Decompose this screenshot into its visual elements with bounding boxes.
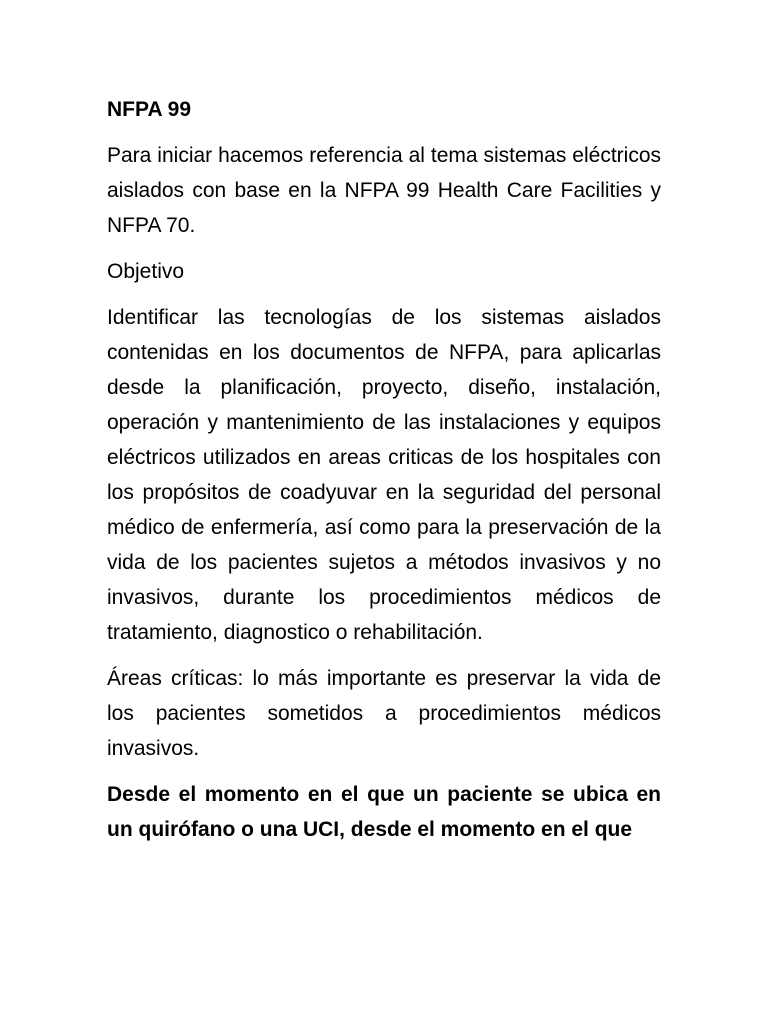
critical-areas-paragraph: Áreas críticas: lo más importante es preservar la vida de los pacientes sometidos a procedimientos médicos invasivos. (107, 667, 661, 760)
objective-label: Objetivo (107, 260, 185, 283)
document-heading: NFPA 99 (107, 98, 192, 121)
objective-paragraph: Identificar las tecnologías de los sistemas aislados contenidas en los documentos de NFPA, para aplicarlas desde la planificación, proyecto, diseño, instalación, operación y mantenimiento de las instalaciones y equipos eléctricos utilizados en areas criticas de los hospitales con los propósitos de coadyuvar en la seguridad del personal médico de enfermería, así como para la preservación de la vida de los pacientes sujetos a métodos invasivos y no invasivos, durante los procedimientos médicos de tratamiento, diagnostico o rehabilitación. (107, 306, 661, 644)
document-page (107, 92, 661, 847)
intro-paragraph: Para iniciar hacemos referencia al tema sistemas eléctricos aislados con base en la NFPA 99 Health Care Facilities y NFPA 70. (107, 144, 661, 237)
bold-closing-paragraph: Desde el momento en el que un paciente se ubica en un quirófano o una UCI, desde el momento en el que (107, 783, 661, 841)
